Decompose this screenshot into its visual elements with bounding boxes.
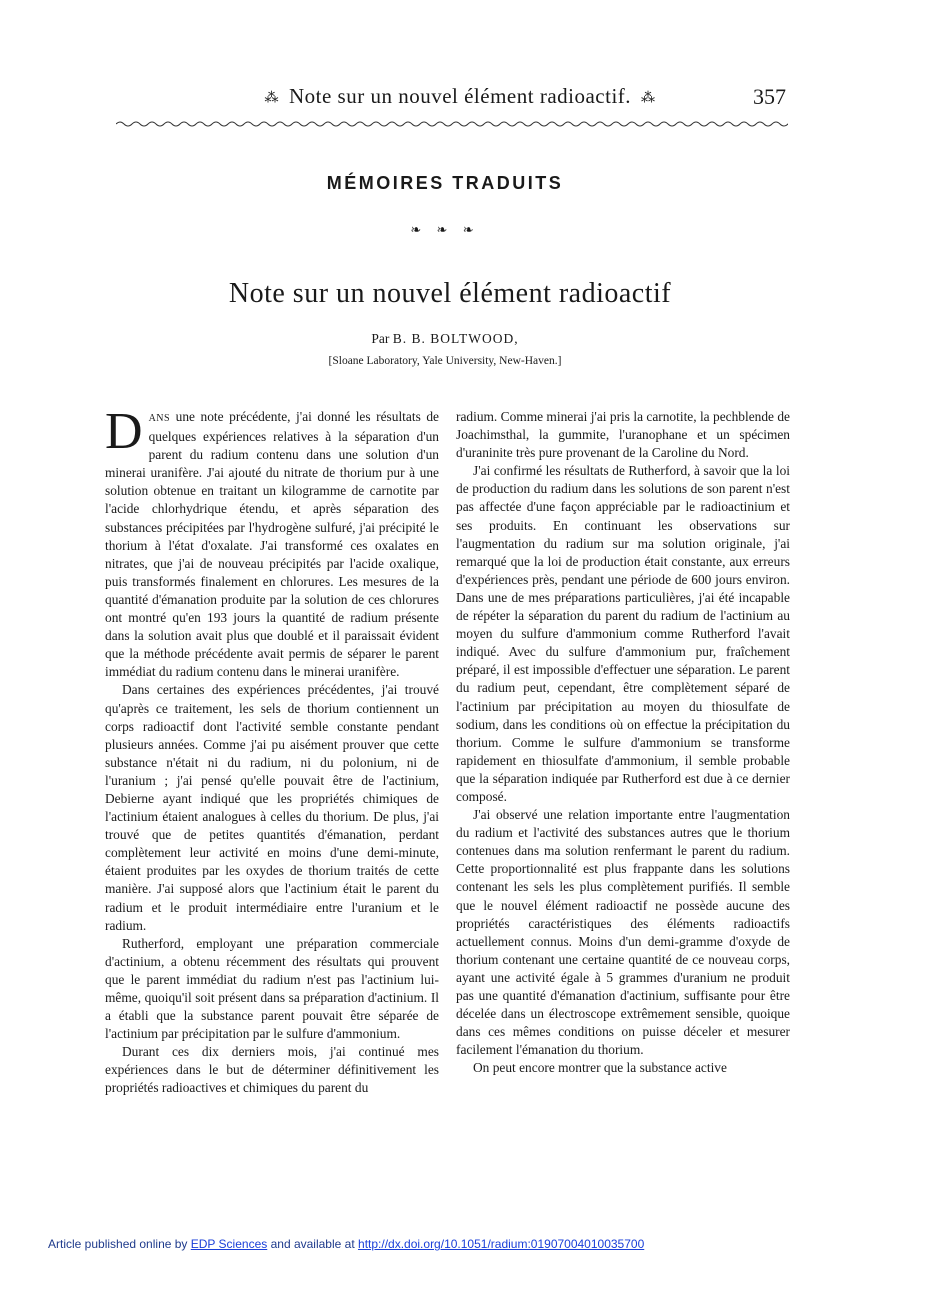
running-head <box>120 84 800 114</box>
right-ornament-icon: ⁂ <box>641 90 656 106</box>
left-ornament-icon: ⁂ <box>264 90 279 106</box>
paragraph-1 <box>105 403 439 681</box>
author-affiliation: [Sloane Laboratory, Yale University, New-Haven.] <box>328 355 562 367</box>
right-column <box>456 408 790 1077</box>
paragraph-4-continued: radium. Comme minerai j'ai pris la carnotite, la pechblende de Joachimsthal, la gummite, l'uranophane et un spécimen d'uraninite très pure provenant de la Caroline du Nord. <box>456 409 790 461</box>
page-number: 357 <box>753 84 786 109</box>
left-column <box>105 403 439 1098</box>
paragraph-4: Durant ces dix derniers mois, j'ai continué mes expériences dans le but de déterminer définitivement les propriétés radioactives et chimiques du parent du <box>105 1044 439 1096</box>
paragraph-5: J'ai confirmé les résultats de Rutherford, à savoir que la loi de production du radium dans les solutions de son parent n'est pas affectée d'une façon appréciable par le radioactinium et ses produits. En continuant les observations sur l'augmentation du radium sur ma solution originale, j'ai remarqué que la loi de production était constante, aux erreurs d'expériences près, pendant une période de 600 jours environ. Dans une de mes préparations particulières, j'ai été incapable de répéter la séparation du parent du radium de l'actinium au moyen du sulfure d'ammonium comme Rutherford l'avait indiqué. Avec du sulfure d'ammonium pur, fraîchement préparé, il est impossible d'effectuer une séparation. Le parent du radium peut, cependant, être complètement séparé de l'actinium par précipitation au moyen du thiosulfate de sodium, dans les conditions où on effectue la précipitation du thorium. Comme le sulfure d'ammonium se transforme rapidement en thiosulfate d'ammonium, il semble probable que la séparation indiquée par Rutherford est due à ce dernier composé. <box>456 463 790 804</box>
publisher-link[interactable]: EDP Sciences <box>190 1237 268 1251</box>
publication-footer <box>48 1237 908 1251</box>
decorative-rule <box>116 120 788 128</box>
fleuron-ornaments-icon: ❧ ❧ ❧ <box>410 222 480 237</box>
footer-middle: and available at <box>270 1237 355 1251</box>
section-heading: MÉMOIRES TRADUITS <box>326 173 564 193</box>
paragraph-1-text: une note précédente, j'ai donné les résultats de quelques expériences relatives à la séparation d'un parent du radium contenu dans une solution d'un minerai uranifère. J'ai ajouté du nitrate de thorium pur à une solution obtenue en traitant un kilogramme de carnotite par l'acide chlorhydrique étendu, et après séparation des substances précipitées par l'hydrogène sulfuré, j'ai précipité le thorium à l'état d'oxalate. J'ai transformé ces oxalates en nitrates, que j'ai de nouveau précipités par l'acide oxalique, puis transformés finalement en chlorures. Les mesures de la quantité d'émanation produite par la solution de ces chlorures ont montré qu'en 193 jours la quantité de radium présente dans la solution avait plus que doublé et il paraissait évident que la méthode précédente avait permis de séparer le parent immédiat du radium contenu dans le minerai uranifère. <box>105 409 439 680</box>
byline-prefix: Par <box>371 331 390 346</box>
paragraph-1-smallcaps: ANS <box>148 413 171 424</box>
paragraph-7: On peut encore montrer que la substance active <box>473 1060 727 1076</box>
paragraph-6: J'ai observé une relation importante entre l'augmentation du radium et l'activité des substances autres que le thorium contenues dans ma solution renfermant le parent du radium. Cette proportionnalité est plus frappante dans les solutions contenant les sels les plus complètement purifiés. Il semble que le nouvel élément radioactif ne possède aucune des propriétés caractéristiques des éléments radioactifs actuellement connus. Moins d'un demi-gramme d'oxyde de thorium contenant une certaine quantité de ce nouveau corps, ayant une activité égale à 5 grammes d'uranium ne produit pas une quantité d'émanation d'actinium, suffisante pour être décelée dans un électroscope extrêmement sensible, quoique dans ces mêmes conditions on puisse déceler et mesurer facilement l'émanation du thorium. <box>456 807 790 1058</box>
running-title: Note sur un nouvel élément radioactif. <box>288 84 632 108</box>
drop-cap: D <box>105 403 143 460</box>
author-name: B. B. BOLTWOOD, <box>392 331 519 346</box>
article-title: Note sur un nouvel élément radioactif <box>228 278 672 309</box>
doi-link[interactable]: http://dx.doi.org/10.1051/radium:01907004010035700 <box>358 1237 645 1251</box>
paragraph-2: Dans certaines des expériences précédentes, j'ai trouvé qu'après ce traitement, les sels de thorium contiennent un corps radioactif dont l'activité semble constante pendant plusieurs années. Comme j'ai pu aisément prouver que cette substance n'était ni du radium, ni du polonium, ni de l'uranium ; j'ai pensé qu'elle pouvait être de l'actinium, Debierne ayant indiqué que les propriétés chimiques de l'actinium étaient analogues à celles du thorium. De plus, j'ai trouvé que de petites quantités d'émanation, perdant complètement leur activité en moins d'une demi-minute, étaient produites par les oxydes de thorium traités de cette manière. J'ai supposé alors que l'actinium était le parent du radium et le produit intermédiaire entre l'uranium et le radium. <box>105 682 439 933</box>
byline <box>0 331 890 347</box>
paragraph-3: Rutherford, employant une préparation commerciale d'actinium, a obtenu récemment des résultats qui prouvent que le parent immédiat du radium n'est pas l'actinium lui-même, quoiqu'il soit présent dans sa préparation d'actinium. Il a établi que la substance parent pouvait être séparée de l'actinium par précipitation par le sulfure d'ammonium. <box>105 935 439 1042</box>
footer-prefix: Article published online by <box>48 1237 188 1251</box>
